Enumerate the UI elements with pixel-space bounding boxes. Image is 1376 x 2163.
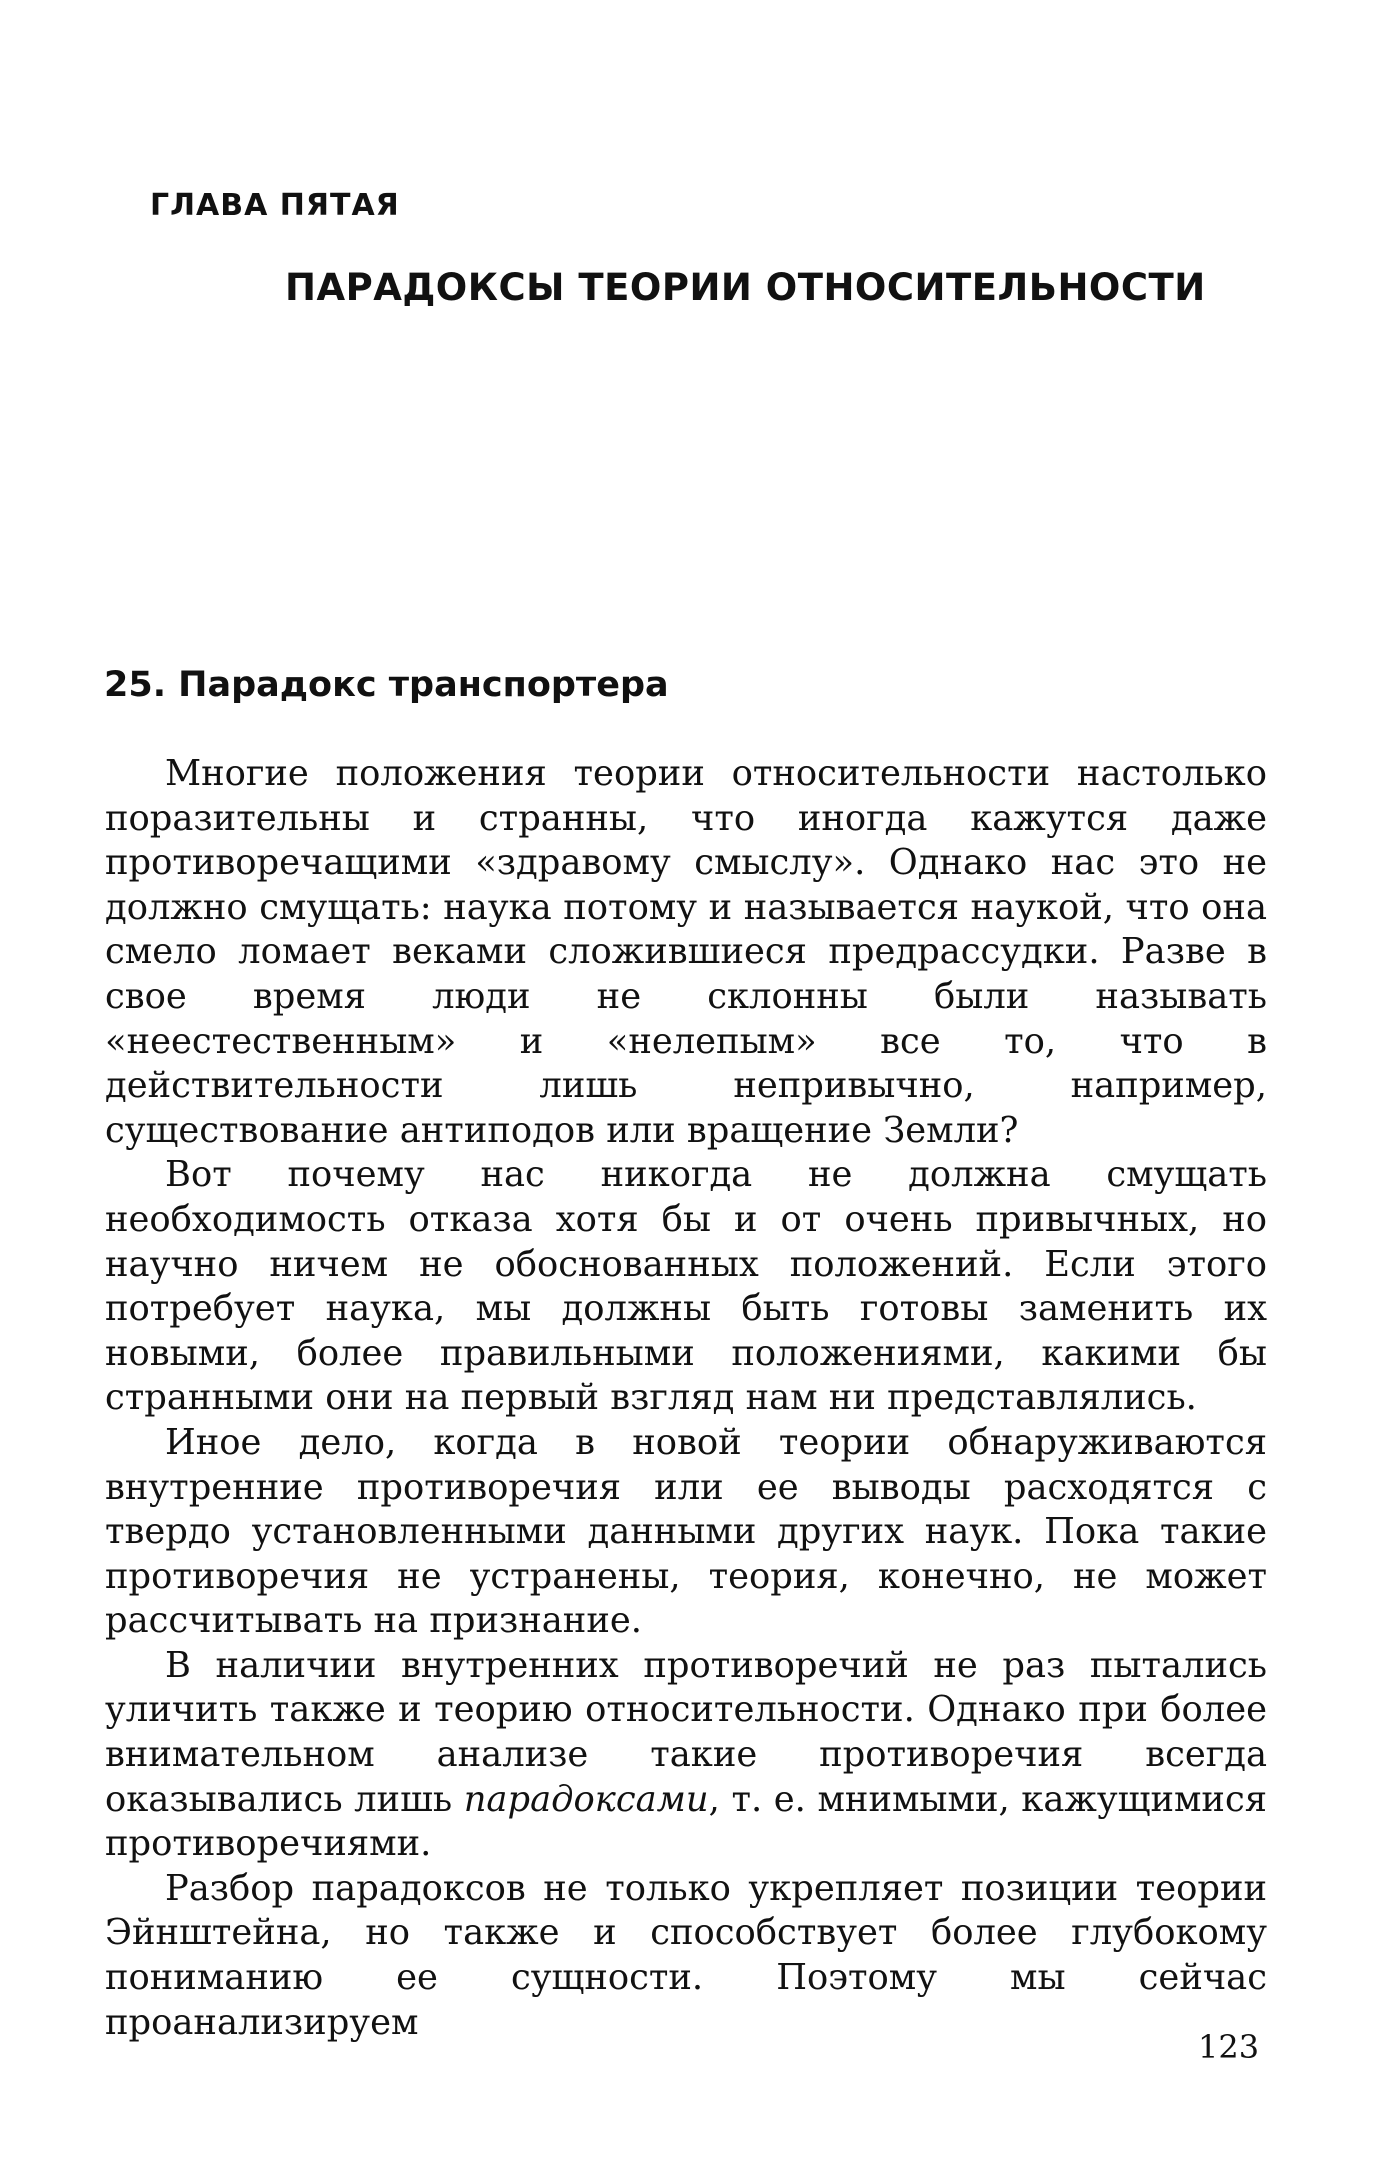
paragraph: Разбор парадоксов не только укрепляет позиции теории Эйнштейна, но также и способствует более глубокому пониманию ее сущности. Поэтому мы сейчас проанализируем <box>105 1867 1267 2043</box>
chapter-label: ГЛАВА ПЯТАЯ <box>150 188 400 223</box>
paragraph <box>105 1644 1267 1867</box>
paragraph-text: , т. е. мнимыми, кажущимися противоречиями. <box>105 1778 1267 1865</box>
chapter-title: ПАРАДОКСЫ ТЕОРИИ ОТНОСИТЕЛЬНОСТИ <box>285 266 1206 309</box>
section-heading: 25. Парадокс транспортера <box>104 665 669 705</box>
page-number: 123 <box>1198 2028 1260 2066</box>
body-text <box>105 752 1267 2045</box>
emphasized-term: парадоксами <box>463 1778 709 1820</box>
paragraph-text: В наличии внутренних противоречий не раз пытались уличить также и теорию относительности. Однако при более внимательном анализе такие противоречия всегда оказывались лишь <box>105 1644 1267 1820</box>
paragraph: Иное дело, когда в новой теории обнаруживаются внутренние противоречия или ее выводы расходятся с твердо установленными данными других наук. Пока такие противоречия не устранены, теория, конечно, не может рассчитывать на признание. <box>105 1421 1267 1642</box>
paragraph: Вот почему нас никогда не должна смущать необходимость отказа хотя бы и от очень привычных, но научно ничем не обоснованных положений. Если этого потребует наука, мы должны быть готовы заменить их новыми, более правильными положениями, какими бы странными они на первый взгляд нам ни представлялись. <box>105 1154 1267 1419</box>
paragraph: Многие положения теории относительности настолько поразительны и странны, что иногда кажутся даже противоречащими «здравому смыслу». Однако нас это не должно смущать: наука потому и называется наукой, что она смело ломает веками сложившиеся предрассудки. Разве в свое время люди не склонны были называть «неестественным» и «нелепым» все то, что в действительности лишь непривычно, например, существование антиподов или вращение Земли? <box>105 753 1267 1151</box>
